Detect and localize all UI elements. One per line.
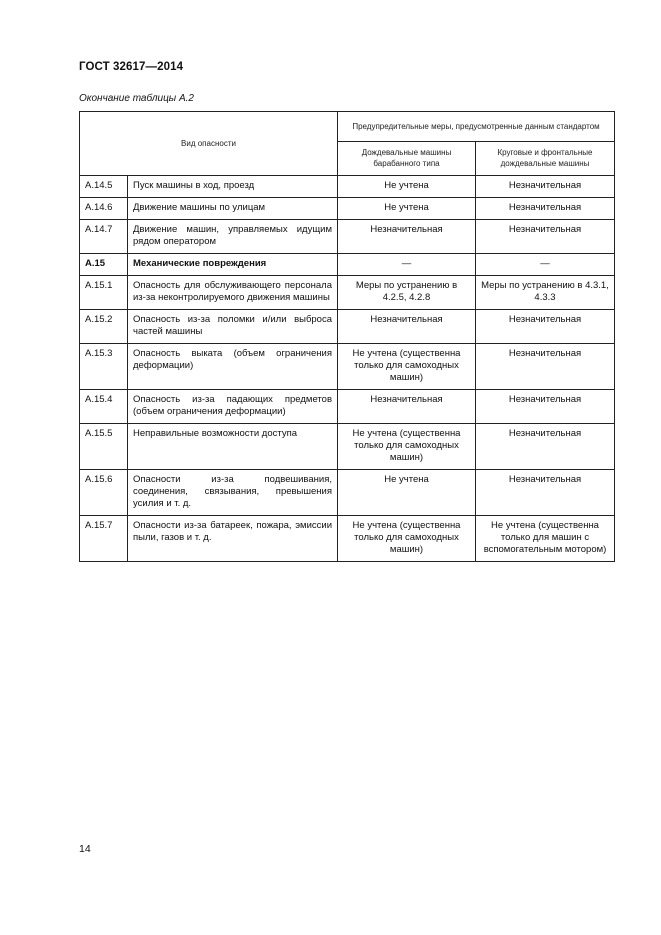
- row-value-circular: Незначительная: [476, 470, 615, 516]
- row-value-drum: Незначительная: [338, 310, 476, 344]
- row-description: Опасность из-за поломки и/или выброса частей машины: [128, 310, 338, 344]
- row-value-circular: Незначительная: [476, 198, 615, 220]
- row-value-drum: Незначительная: [338, 390, 476, 424]
- row-description: Опасности из-за батареек, пожара, эмиссии пыли, газов и т. д.: [128, 516, 338, 562]
- row-value-drum: Меры по устранению в 4.2.5, 4.2.8: [338, 276, 476, 310]
- hazards-table: [79, 111, 615, 562]
- column-header-measures: Предупредительные меры, предусмотренные данным стандартом: [338, 112, 615, 142]
- row-code: А.15.1: [80, 276, 128, 310]
- table-row: [80, 390, 615, 424]
- row-code: А.15.4: [80, 390, 128, 424]
- table-row: [80, 176, 615, 198]
- table-row: [80, 344, 615, 390]
- row-description: Опасность для обслуживающего персонала из-за неконтролируемого движения машины: [128, 276, 338, 310]
- row-value-circular: Незначительная: [476, 390, 615, 424]
- row-code: А.15.6: [80, 470, 128, 516]
- row-value-drum: Не учтена (существенна только для самоходных машин): [338, 344, 476, 390]
- row-value-circular: Меры по устранению в 4.3.1, 4.3.3: [476, 276, 615, 310]
- row-value-circular: Незначительная: [476, 424, 615, 470]
- column-header-circular-machines: Круговые и фронтальные дождевальные машины: [476, 142, 615, 176]
- row-value-drum: Не учтена (существенна только для самоходных машин): [338, 424, 476, 470]
- row-description: Неправильные возможности доступа: [128, 424, 338, 470]
- row-code: А.15.3: [80, 344, 128, 390]
- row-value-circular: —: [476, 254, 615, 276]
- row-value-drum: Не учтена: [338, 198, 476, 220]
- page-number: 14: [79, 843, 91, 855]
- table-section-row: [80, 254, 615, 276]
- row-code: А.14.5: [80, 176, 128, 198]
- row-code: А.15.7: [80, 516, 128, 562]
- row-description: Опасность из-за падающих предметов (объем ограничения деформации): [128, 390, 338, 424]
- row-code: А.15.2: [80, 310, 128, 344]
- row-description: Движение машин, управляемых идущим рядом оператором: [128, 220, 338, 254]
- row-value-drum: Незначительная: [338, 220, 476, 254]
- table-row: [80, 220, 615, 254]
- row-code: А.15.5: [80, 424, 128, 470]
- table-row: [80, 470, 615, 516]
- document-header: ГОСТ 32617—2014: [79, 61, 184, 73]
- row-description: Опасность выката (объем ограничения деформации): [128, 344, 338, 390]
- row-value-drum: Не учтена (существенна только для самоходных машин): [338, 516, 476, 562]
- row-value-circular: Незначительная: [476, 220, 615, 254]
- column-header-hazard-kind: Вид опасности: [80, 112, 338, 176]
- row-value-drum: Не учтена: [338, 176, 476, 198]
- row-code: А.14.7: [80, 220, 128, 254]
- table-row: [80, 310, 615, 344]
- table-row: [80, 276, 615, 310]
- column-header-drum-machines: Дождевальные машины барабанного типа: [338, 142, 476, 176]
- row-code: А.15: [80, 254, 128, 276]
- row-value-circular: Незначительная: [476, 310, 615, 344]
- table-row: [80, 516, 615, 562]
- table-row: [80, 424, 615, 470]
- row-value-drum: —: [338, 254, 476, 276]
- table-caption: Окончание таблицы А.2: [79, 93, 194, 104]
- row-description: Движение машины по улицам: [128, 198, 338, 220]
- row-description: Пуск машины в ход, проезд: [128, 176, 338, 198]
- row-value-drum: Не учтена: [338, 470, 476, 516]
- row-value-circular: Незначительная: [476, 176, 615, 198]
- table-row: [80, 198, 615, 220]
- row-code: А.14.6: [80, 198, 128, 220]
- row-value-circular: Незначительная: [476, 344, 615, 390]
- row-description: Механические повреждения: [128, 254, 338, 276]
- row-description: Опасности из-за подвешивания, соединения, связывания, превышения усилия и т. д.: [128, 470, 338, 516]
- row-value-circular: Не учтена (существенна только для машин с вспомогательным мотором): [476, 516, 615, 562]
